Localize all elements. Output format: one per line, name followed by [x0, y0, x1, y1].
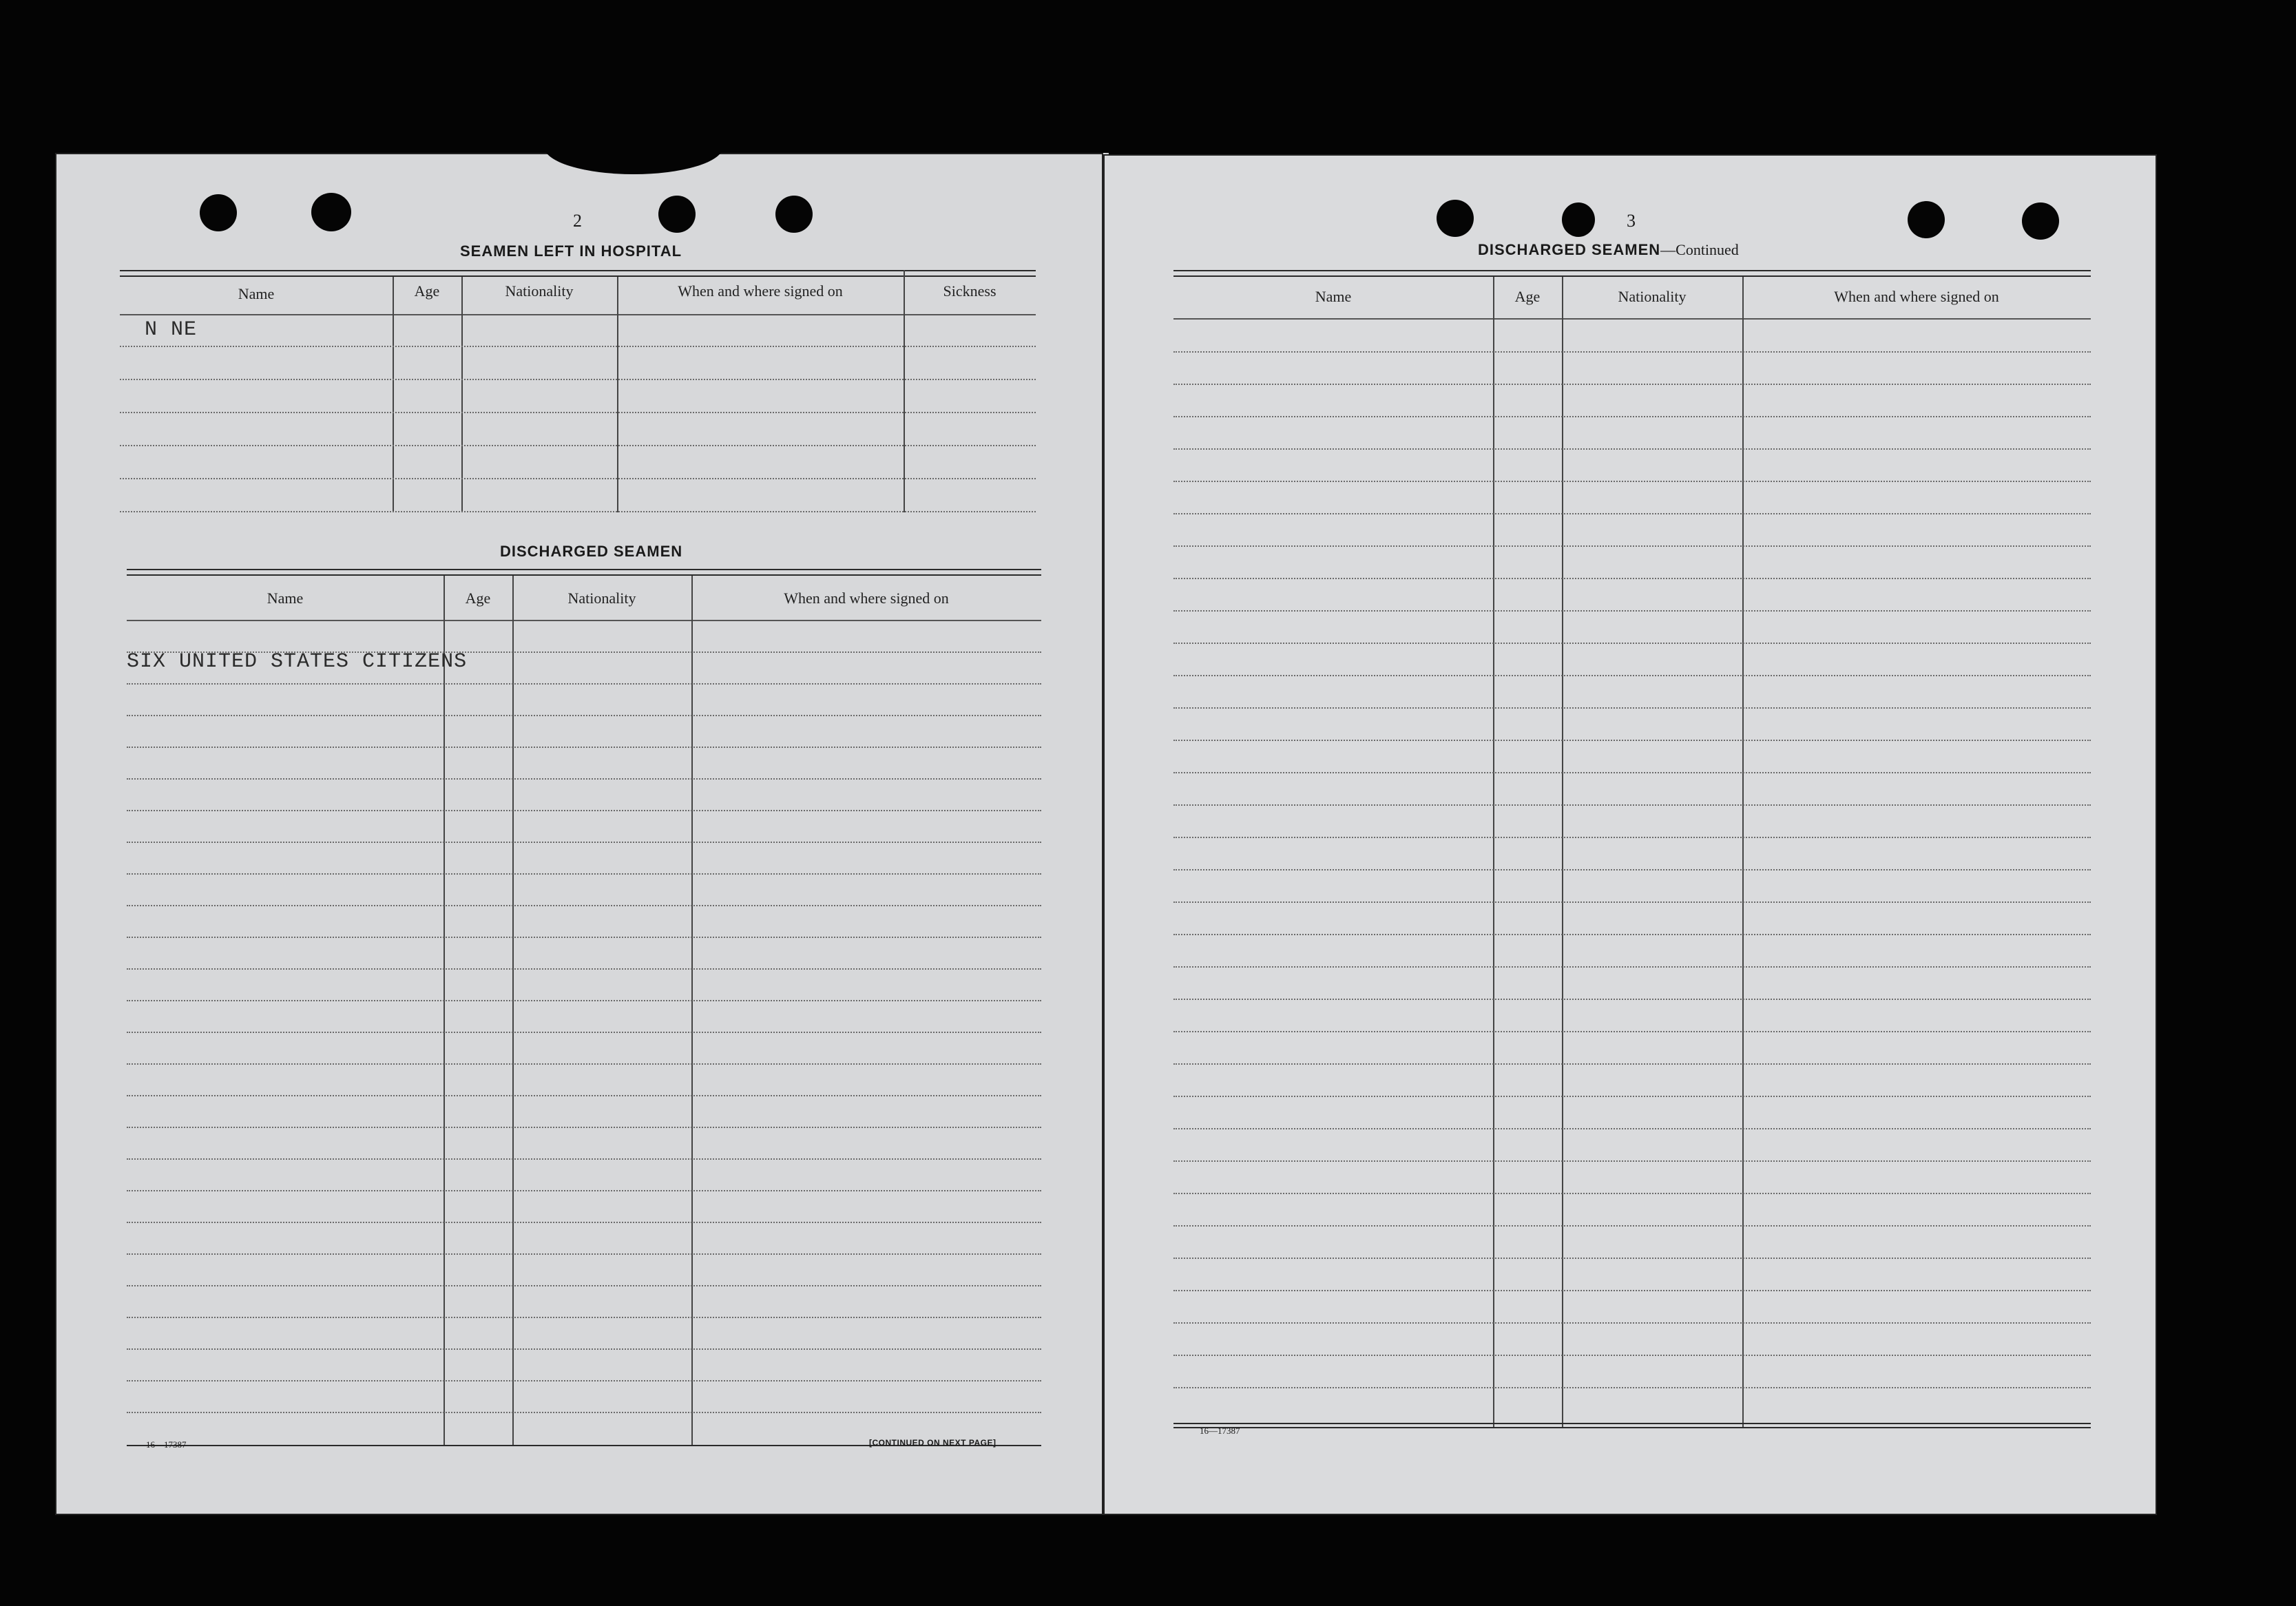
punch-hole-icon: [311, 193, 351, 231]
punch-hole-icon: [1562, 202, 1595, 237]
discharged-table: [127, 569, 1041, 1457]
hospital-section-title: SEAMEN LEFT IN HOSPITAL: [460, 242, 682, 260]
column-header-signed-on: When and where signed on: [1834, 288, 1999, 305]
punch-hole-icon: [200, 194, 237, 231]
column-header-nationality: Nationality: [567, 590, 636, 607]
hospital-entry: N NE: [145, 318, 198, 342]
form-number: 16—17387: [1200, 1426, 1240, 1436]
form-number: 16—17387: [146, 1439, 187, 1450]
punch-hole-icon: [1437, 200, 1474, 237]
column-header-name: Name: [238, 285, 275, 302]
column-header-name: Name: [267, 590, 304, 607]
column-header-nationality: Nationality: [1618, 288, 1687, 305]
column-header-name: Name: [1315, 288, 1352, 305]
discharged-title: DISCHARGED SEAMEN: [1478, 241, 1661, 258]
discharged-entry: SIX UNITED STATES CITIZENS: [127, 650, 468, 674]
continued-footnote: [CONTINUED ON NEXT PAGE]: [869, 1438, 996, 1448]
punch-hole-icon: [658, 196, 696, 233]
column-header-sickness: Sickness: [943, 282, 996, 300]
column-header-age: Age: [414, 282, 440, 300]
punch-hole-icon: [1908, 201, 1945, 238]
punch-hole-icon: [2022, 202, 2059, 240]
page-number: 3: [1627, 211, 1636, 231]
column-header-nationality: Nationality: [505, 282, 574, 300]
column-header-age: Age: [465, 590, 491, 607]
continued-suffix: —Continued: [1660, 241, 1739, 258]
column-header-signed-on: When and where signed on: [678, 282, 843, 300]
column-header-signed-on: When and where signed on: [784, 590, 949, 607]
column-header-age: Age: [1514, 288, 1541, 305]
discharged-continued-table: [1173, 270, 2091, 1427]
right-page: [1103, 154, 2157, 1515]
discharged-continued-title: [1478, 241, 1739, 259]
left-page: [55, 153, 1103, 1515]
discharged-section-title: DISCHARGED SEAMEN: [500, 543, 683, 560]
punch-hole-icon: [775, 196, 813, 233]
page-number: 2: [573, 211, 582, 231]
